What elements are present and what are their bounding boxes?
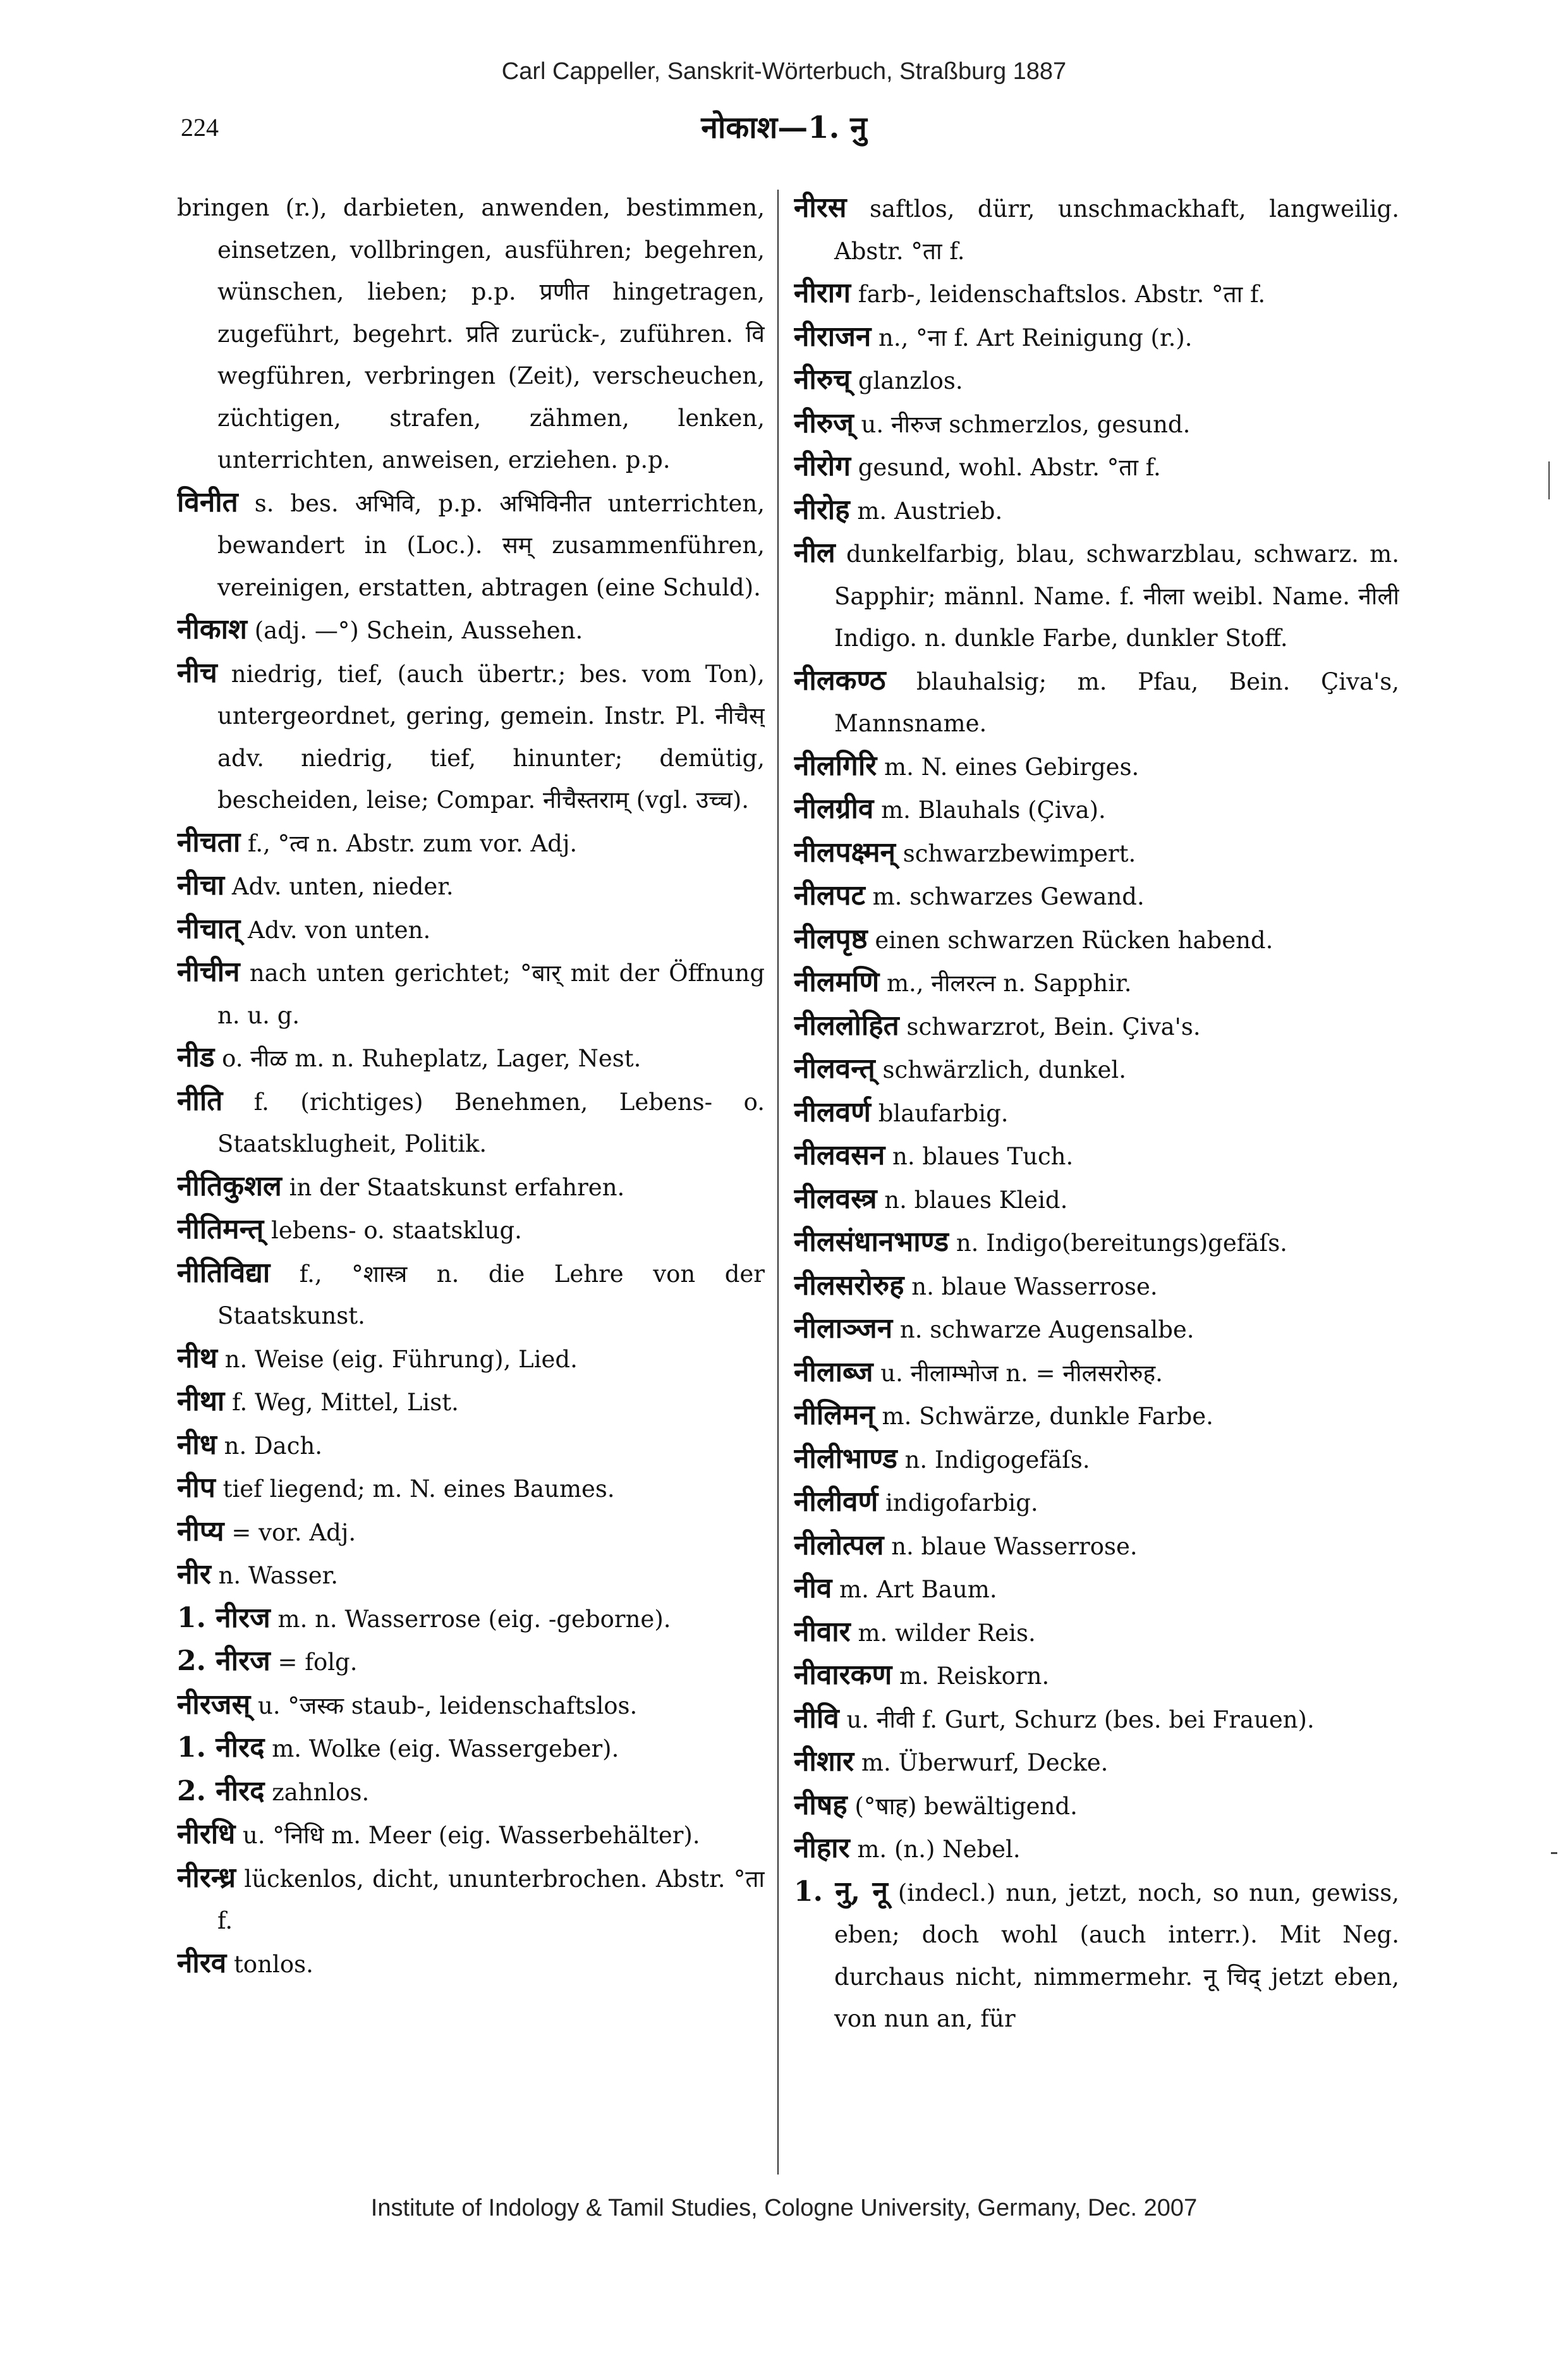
dictionary-entry — [177, 1467, 765, 1511]
dictionary-entry — [794, 403, 1399, 446]
dictionary-entry — [794, 660, 1399, 745]
scan-mark — [1548, 461, 1550, 499]
entry-headword: नीललोहित — [794, 1009, 899, 1042]
dictionary-entry — [794, 489, 1399, 533]
entry-definition: n. blaue Wasserrose. — [891, 1532, 1138, 1560]
dictionary-entry — [177, 1943, 765, 1986]
entry-definition: m., नीलरत्न n. Sapphir. — [886, 970, 1132, 997]
entry-headword: नीलपृष्ठ — [794, 922, 868, 955]
entry-headword: नीतिकुशल — [177, 1169, 282, 1202]
dictionary-entry — [794, 1784, 1399, 1828]
dictionary-entry — [794, 1525, 1399, 1568]
dictionary-entry — [794, 832, 1399, 875]
entry-headword: नीथ — [177, 1341, 217, 1374]
entry-definition: u. नीलाम्भोज n. = नीलसरोरुह. — [880, 1359, 1163, 1387]
dictionary-entry — [794, 1178, 1399, 1222]
entry-headword: नील — [794, 537, 836, 569]
entry-definition: (indecl.) nun, jetzt, noch, so nun, gewiss, eben; doch wohl (auch interr.). Mit Neg. durchaus nicht, nimmermehr. नू चिद् jetzt eben, von nun an, für — [834, 1879, 1399, 2032]
dictionary-entry — [794, 1092, 1399, 1135]
entry-definition: indigofarbig. — [885, 1489, 1038, 1516]
entry-headword: नीलगिरि — [794, 749, 877, 782]
entry-headword: नीर — [177, 1558, 211, 1590]
entry-definition: n. schwarze Augensalbe. — [899, 1316, 1194, 1343]
entry-headword: नीचीन — [177, 956, 240, 988]
dictionary-entry — [794, 187, 1399, 272]
entry-definition: m. Blauhals (Çiva). — [881, 796, 1106, 824]
entry-headword: नीवार — [794, 1615, 851, 1648]
entry-definition: gesund, wohl. Abstr. °ता f. — [858, 454, 1161, 481]
entry-definition: n. blaues Tuch. — [892, 1143, 1074, 1170]
entry-definition: (°षाह) bewältigend. — [854, 1792, 1078, 1820]
entry-definition: = folg. — [277, 1649, 358, 1676]
entry-headword: विनीत — [177, 485, 238, 518]
entry-headword: 2. नीरद — [177, 1774, 265, 1807]
dictionary-entry — [794, 1611, 1399, 1655]
entry-definition: schwarzrot, Bein. Çiva's. — [906, 1013, 1201, 1040]
dictionary-entry — [177, 1037, 765, 1080]
dictionary-entry — [177, 1597, 765, 1641]
entry-headword: नीलीभाण्ड — [794, 1442, 897, 1475]
entry-headword: नीच — [177, 656, 217, 689]
dictionary-entry — [794, 1654, 1399, 1698]
entry-headword: नीतिविद्या — [177, 1256, 270, 1289]
entry-definition: n. Wasser. — [218, 1562, 339, 1589]
dictionary-entry — [794, 1351, 1399, 1395]
entry-headword: नीरोग — [794, 450, 851, 482]
entry-definition: bringen (r.), darbieten, anwenden, bestimmen, einsetzen, vollbringen, ausführen; begehren, wünschen, lieben; p.p. प्रणीत hingetragen, zugeführt, begehrt. प्रति zurück-, zuführen. वि wegführen, verbringen (Zeit), verscheuchen, züchtigen, strafen, zähmen, lenken, unterrichten, anweisen, erziehen. p.p. — [177, 194, 765, 473]
entry-headword: नीलसरोरुह — [794, 1269, 904, 1302]
entry-headword: नीलग्रीव — [794, 793, 874, 825]
entry-headword: नीव — [794, 1572, 832, 1604]
entry-headword: नीध — [177, 1428, 217, 1461]
entry-definition: blaufarbig. — [878, 1099, 1009, 1127]
entry-definition: u. °जस्क staub-, leidenschaftslos. — [257, 1692, 638, 1719]
entry-definition: n. Indigogefäſs. — [904, 1446, 1090, 1473]
dictionary-entry — [177, 1684, 765, 1728]
dictionary-entry — [794, 1135, 1399, 1178]
entry-headword: नीलवस्त्र — [794, 1182, 877, 1215]
dictionary-entry — [177, 1771, 765, 1814]
dictionary-entry — [177, 1080, 765, 1166]
entry-definition: lebens- o. staatsklug. — [271, 1217, 522, 1244]
entry-definition: f. Weg, Mittel, List. — [232, 1389, 459, 1416]
dictionary-entry — [177, 1814, 765, 1857]
dictionary-entry — [177, 1424, 765, 1468]
entry-definition: n. Weise (eig. Führung), Lied. — [224, 1345, 578, 1373]
entry-headword: नीचा — [177, 869, 225, 901]
dictionary-entry — [794, 1741, 1399, 1784]
entry-definition: m. n. Wasserrose (eig. -geborne). — [277, 1605, 671, 1633]
dictionary-entry — [794, 1221, 1399, 1265]
dictionary-entry — [177, 865, 765, 908]
entry-headword: नीषह — [794, 1788, 848, 1821]
entry-definition: n. Indigo(bereitungs)gefäſs. — [956, 1229, 1287, 1257]
dictionary-entry — [794, 532, 1399, 660]
entry-headword: नीरस — [794, 192, 847, 224]
dictionary-entry — [177, 187, 765, 482]
running-head: नोकाश—1. नु — [701, 110, 867, 145]
entry-definition: m. Reiskorn. — [899, 1662, 1050, 1690]
entry-definition: tief liegend; m. N. eines Baumes. — [222, 1475, 615, 1503]
entry-definition: in der Staatskunst erfahren. — [289, 1173, 625, 1201]
entry-headword: नीलोत्पल — [794, 1528, 884, 1561]
entry-definition: n. Dach. — [224, 1432, 323, 1460]
dictionary-entry — [794, 1698, 1399, 1742]
dictionary-entry — [177, 951, 765, 1037]
scan-mark — [1551, 1852, 1557, 1854]
entry-definition: m. wilder Reis. — [858, 1619, 1036, 1647]
dictionary-entry — [794, 1308, 1399, 1351]
entry-headword: नीरन्ध्र — [177, 1861, 236, 1894]
entry-headword: नीप — [177, 1472, 216, 1504]
entry-headword: नीहार — [794, 1832, 850, 1864]
entry-headword: 2. नीरज — [177, 1645, 270, 1677]
entry-headword: नीराग — [794, 277, 851, 309]
entry-headword: नीकाश — [177, 613, 247, 645]
entry-headword: नीलमणि — [794, 966, 880, 998]
entry-headword: नीरधि — [177, 1818, 236, 1850]
dictionary-entry — [794, 1871, 1399, 2041]
dictionary-entry — [177, 1209, 765, 1252]
entry-headword: नीलवसन — [794, 1139, 885, 1171]
dictionary-entry — [794, 1394, 1399, 1438]
entry-definition: u. नीवी f. Gurt, Schurz (bes. bei Frauen). — [846, 1705, 1315, 1733]
dictionary-entry — [177, 1381, 765, 1424]
entry-headword: नीथा — [177, 1385, 225, 1417]
dictionary-entry — [177, 1511, 765, 1554]
entry-headword: नीलवर्ण — [794, 1095, 871, 1128]
dictionary-entry — [794, 446, 1399, 489]
dictionary-entry — [794, 359, 1399, 403]
dictionary-entry — [177, 908, 765, 952]
entry-definition: m. Überwurf, Decke. — [861, 1749, 1109, 1776]
entry-headword: नीरुज् — [794, 406, 854, 439]
footer-credit: Institute of Indology & Tamil Studies, Cologne University, Germany, Dec. 2007 — [370, 2195, 1198, 2221]
header-credit: Carl Cappeller, Sanskrit-Wörterbuch, Straßburg 1887 — [501, 58, 1067, 85]
entry-definition: m. schwarzes Gewand. — [872, 883, 1145, 910]
entry-headword: 1. नु, नू — [794, 1875, 888, 1908]
entry-definition: f. (richtiges) Benehmen, Lebens- o. Staatsklugheit, Politik. — [217, 1088, 765, 1157]
dictionary-entry — [177, 609, 765, 652]
entry-definition: dunkelfarbig, blau, schwarzblau, schwarz. m. Sapphir; männl. Name. f. नीला weibl. Name. नीली Indigo. n. dunkle Farbe, dunkler Stoff. — [834, 540, 1399, 652]
dictionary-entry — [177, 1857, 765, 1943]
entry-headword: नीवि — [794, 1702, 839, 1735]
dictionary-entry — [794, 1568, 1399, 1611]
entry-definition: n. blaue Wasserrose. — [911, 1272, 1158, 1300]
dictionary-entry — [177, 652, 765, 822]
entry-definition: zahnlos. — [272, 1778, 370, 1806]
dictionary-entry — [794, 316, 1399, 360]
entry-headword: नीलवन्त् — [794, 1052, 875, 1085]
dictionary-entry — [794, 1481, 1399, 1525]
entry-definition: m. Austrieb. — [857, 497, 1003, 525]
entry-definition: = vor. Adj. — [231, 1518, 356, 1546]
entry-definition: tonlos. — [234, 1950, 313, 1978]
dictionary-entry — [794, 745, 1399, 789]
entry-definition: o. नीळ m. n. Ruheplatz, Lager, Nest. — [222, 1045, 641, 1072]
dictionary-entry — [794, 875, 1399, 918]
entry-definition: m. Schwärze, dunkle Farbe. — [882, 1403, 1213, 1430]
dictionary-entry — [177, 1338, 765, 1381]
entry-definition: schwärzlich, dunkel. — [882, 1056, 1126, 1083]
dictionary-entry — [177, 482, 765, 609]
entry-headword: 1. नीरद — [177, 1731, 265, 1764]
dictionary-entry — [794, 1265, 1399, 1309]
entry-headword: नीतिमन्त् — [177, 1213, 264, 1245]
entry-definition: u. नीरुज schmerzlos, gesund. — [861, 410, 1191, 438]
entry-headword: नीलपक्ष्मन् — [794, 836, 896, 869]
dictionary-entry — [794, 1827, 1399, 1871]
entry-definition: m. N. eines Gebirges. — [884, 753, 1140, 781]
entry-headword: नीप्य — [177, 1515, 224, 1547]
dictionary-entry — [177, 1166, 765, 1209]
page-number: 224 — [181, 113, 219, 142]
entry-definition: (adj. —°) Schein, Aussehen. — [254, 617, 583, 644]
entry-headword: नीति — [177, 1084, 223, 1117]
dictionary-entry — [794, 961, 1399, 1005]
entry-definition: schwarzbewimpert. — [903, 839, 1136, 867]
entry-headword: नीलाञ्जन — [794, 1312, 893, 1345]
entry-definition: lückenlos, dicht, ununterbrochen. Abstr. °ता f. — [217, 1865, 765, 1934]
entry-definition: glanzlos. — [858, 367, 963, 394]
left-column — [177, 187, 765, 2178]
entry-definition: farb-, leidenschaftslos. Abstr. °ता f. — [858, 281, 1266, 308]
entry-definition: m. Wolke (eig. Wassergeber). — [272, 1735, 619, 1762]
entry-headword: नीरुच् — [794, 363, 851, 396]
entry-definition: nach unten gerichtet; °बार् mit der Öffnung n. u. g. — [217, 960, 765, 1029]
dictionary-entry — [177, 1727, 765, 1771]
entry-definition: Adv. unten, nieder. — [231, 873, 454, 900]
dictionary-entry — [794, 272, 1399, 316]
dictionary-entry — [794, 1048, 1399, 1092]
entry-definition: n., °ना f. Art Reinigung (r.). — [878, 324, 1193, 351]
entry-headword: नीलसंधानभाण्ड — [794, 1226, 949, 1258]
entry-definition: niedrig, tief, (auch übertr.; bes. vom Ton), untergeordnet, gering, gemein. Instr. Pl. नीचैस् adv. niedrig, tief, hinunter; demütig, bescheiden, leise; Compar. नीचैस्तराम् (vgl. उच्च). — [217, 660, 765, 814]
entry-definition: blauhalsig; m. Pfau, Bein. Çiva's, Mannsname. — [834, 668, 1399, 737]
entry-headword: नीरजस् — [177, 1688, 251, 1721]
entry-definition: n. blaues Kleid. — [884, 1186, 1068, 1214]
entry-definition: s. bes. अभिवि, p.p. अभिविनीत unterrichten, bewandert in (Loc.). सम् zusammenführen, vereinigen, erstatten, abtragen (eine Schuld). — [217, 489, 765, 601]
right-column — [794, 187, 1399, 2178]
dictionary-entry — [794, 918, 1399, 962]
entry-headword: नीलकण्ठ — [794, 664, 886, 697]
entry-headword: नीरोह — [794, 493, 850, 526]
entry-headword: नीचता — [177, 826, 241, 858]
entry-definition: u. °निधि m. Meer (eig. Wasserbehälter). — [243, 1822, 700, 1849]
entry-definition: einen schwarzen Rücken habend. — [875, 926, 1273, 954]
entry-headword: नीवारकण — [794, 1659, 892, 1691]
dictionary-entry — [794, 1438, 1399, 1482]
dictionary-entry — [794, 788, 1399, 832]
entry-definition: f., °शास्त्र n. die Lehre von der Staatskunst. — [217, 1260, 765, 1329]
entry-headword: नीचात् — [177, 912, 241, 945]
dictionary-entry — [177, 1554, 765, 1597]
entry-definition: Adv. von unten. — [248, 916, 431, 944]
dictionary-entry — [177, 1640, 765, 1684]
entry-headword: नीलीवर्ण — [794, 1486, 878, 1518]
entry-headword: नीशार — [794, 1745, 854, 1778]
entry-headword: नीरव — [177, 1946, 227, 1979]
entry-headword: 1. नीरज — [177, 1601, 270, 1634]
entry-definition: m. (n.) Nebel. — [857, 1836, 1021, 1863]
entry-definition: saftlos, dürr, unschmackhaft, langweilig. Abstr. °ता f. — [834, 195, 1399, 265]
dictionary-entry — [177, 822, 765, 865]
column-divider — [777, 190, 779, 2175]
entry-headword: नीलपट — [794, 879, 865, 912]
entry-headword: नीलाब्ज — [794, 1355, 873, 1388]
entry-headword: नीड — [177, 1041, 215, 1073]
dictionary-entry — [177, 1252, 765, 1338]
dictionary-entry — [794, 1005, 1399, 1049]
entry-headword: नीलिमन् — [794, 1399, 875, 1431]
entry-definition: f., °त्व n. Abstr. zum vor. Adj. — [248, 829, 578, 857]
entry-definition: m. Art Baum. — [839, 1576, 997, 1603]
entry-headword: नीराजन — [794, 320, 872, 353]
